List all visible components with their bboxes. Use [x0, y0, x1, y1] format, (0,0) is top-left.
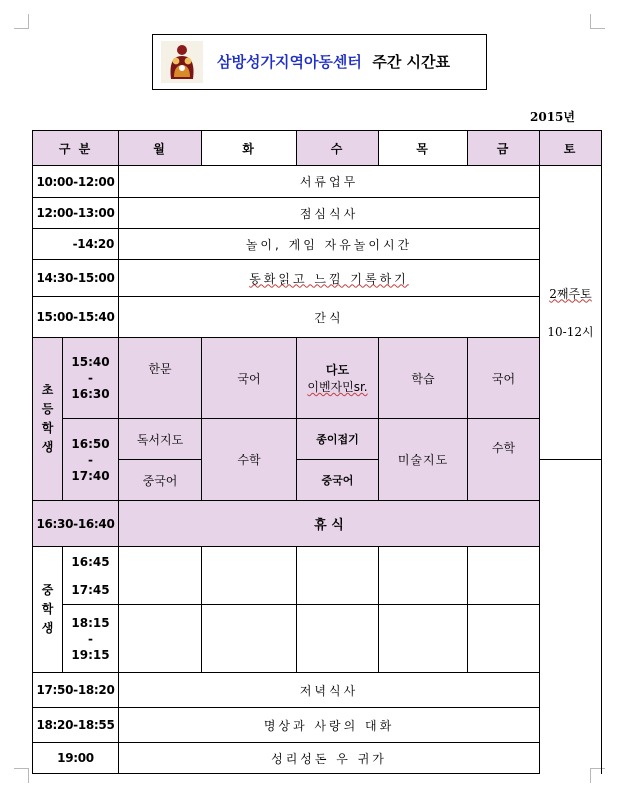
table-row [33, 743, 602, 774]
time-cell: 19:00 [33, 743, 119, 774]
time-cell: -14:20 [33, 229, 119, 260]
table-row [33, 338, 602, 419]
table-row [33, 260, 602, 297]
header-tue: 화 [202, 131, 297, 166]
year-label: 2015년 [530, 110, 575, 124]
table-row [33, 547, 602, 605]
table-row [33, 605, 602, 673]
saturday-week2-cell [540, 166, 602, 460]
table-row [33, 166, 602, 198]
class-cell: 국어 [202, 338, 297, 419]
table-row [33, 229, 602, 260]
slot-dash: - [88, 631, 93, 646]
empty-cell [297, 547, 379, 605]
class-cell: 중국어 [119, 460, 202, 501]
slot-dash: - [88, 371, 93, 385]
empty-cell [297, 605, 379, 673]
time-cell: 12:00-13:00 [33, 198, 119, 229]
empty-cell [119, 605, 202, 673]
class-cell: 독서지도 [119, 419, 202, 460]
slot-start: 18:15 [71, 615, 110, 630]
weekly-schedule-table [32, 130, 602, 774]
activity-cell: 놀이, 게임 자유놀이시간 [119, 229, 540, 260]
slot-time-cell [63, 419, 119, 501]
class-line: 이벤자민sr. [307, 380, 368, 394]
class-cell: 수학 [202, 419, 297, 501]
activity-cell: 저녁식사 [119, 673, 540, 708]
activity-cell: 점심식사 [119, 198, 540, 229]
middle-group-label [33, 547, 63, 673]
page-corner-mark [14, 768, 29, 783]
table-row [33, 419, 602, 460]
slot-end: 17:45 [71, 582, 110, 597]
activity-cell: 명상과 사랑의 대화 [119, 708, 540, 743]
slot-start: 16:45 [71, 554, 110, 569]
time-cell: 14:30-15:00 [33, 260, 119, 297]
slot-time-cell [63, 605, 119, 673]
title-box [152, 34, 487, 90]
class-cell: 종이접기 [297, 419, 379, 460]
activity-cell: 휴 식 [119, 501, 540, 547]
time-cell: 15:00-15:40 [33, 297, 119, 338]
empty-cell [119, 547, 202, 605]
class-cell [297, 338, 379, 419]
class-cell: 학습 [379, 338, 468, 419]
class-line: 다도 [325, 363, 350, 377]
time-cell: 10:00-12:00 [33, 166, 119, 198]
activity-cell [119, 260, 540, 297]
class-cell: 미술지도 [379, 419, 468, 501]
header-mon: 월 [119, 131, 202, 166]
header-category: 구 분 [33, 131, 119, 166]
slot-end: 16:30 [71, 387, 110, 401]
empty-cell [202, 547, 297, 605]
activity-cell: 서류업무 [119, 166, 540, 198]
slot-start: 15:40 [71, 355, 110, 369]
page-title [217, 35, 450, 89]
table-row [33, 198, 602, 229]
empty-cell [202, 605, 297, 673]
class-cell: 국어 [468, 338, 540, 419]
header-row [33, 131, 602, 166]
table-row [33, 708, 602, 743]
saturday-week2-label: 2째주토 [549, 286, 592, 301]
class-cell: 한문 [119, 338, 202, 419]
slot-end: 17:40 [71, 468, 110, 483]
activity-cell: 간식 [119, 297, 540, 338]
page-corner-mark [590, 14, 605, 29]
empty-cell [379, 547, 468, 605]
family-logo-icon [161, 41, 203, 83]
slot-end: 19:15 [71, 647, 110, 662]
header-thu: 목 [379, 131, 468, 166]
elementary-group-label [33, 338, 63, 501]
header-sat: 토 [540, 131, 602, 166]
time-cell: 16:30-16:40 [33, 501, 119, 547]
group-label-text: 중학생 [41, 583, 54, 635]
slot-time-cell [63, 338, 119, 419]
activity-text: 동화읽고 느낌 기록하기 [249, 271, 409, 286]
time-cell: 18:20-18:55 [33, 708, 119, 743]
empty-cell [468, 605, 540, 673]
title-suffix: 주간 시간표 [372, 53, 451, 71]
header-fri: 금 [468, 131, 540, 166]
activity-cell: 성리성돈 우 귀가 [119, 743, 540, 774]
slot-time-cell [63, 547, 119, 605]
table-row [33, 673, 602, 708]
saturday-week2-time: 10-12시 [547, 324, 594, 339]
class-cell: 중국어 [297, 460, 379, 501]
slot-start: 16:50 [71, 436, 110, 451]
empty-cell [468, 547, 540, 605]
time-cell: 17:50-18:20 [33, 673, 119, 708]
table-row [33, 297, 602, 338]
empty-cell [379, 605, 468, 673]
org-name: 삼방성가지역아동센터 [217, 53, 362, 71]
table-row [33, 501, 602, 547]
slot-dash: - [88, 452, 93, 467]
header-wed: 수 [297, 131, 379, 166]
page-corner-mark [14, 14, 29, 29]
class-cell: 수학 [468, 419, 540, 501]
group-label-text: 초등학생 [41, 383, 54, 454]
